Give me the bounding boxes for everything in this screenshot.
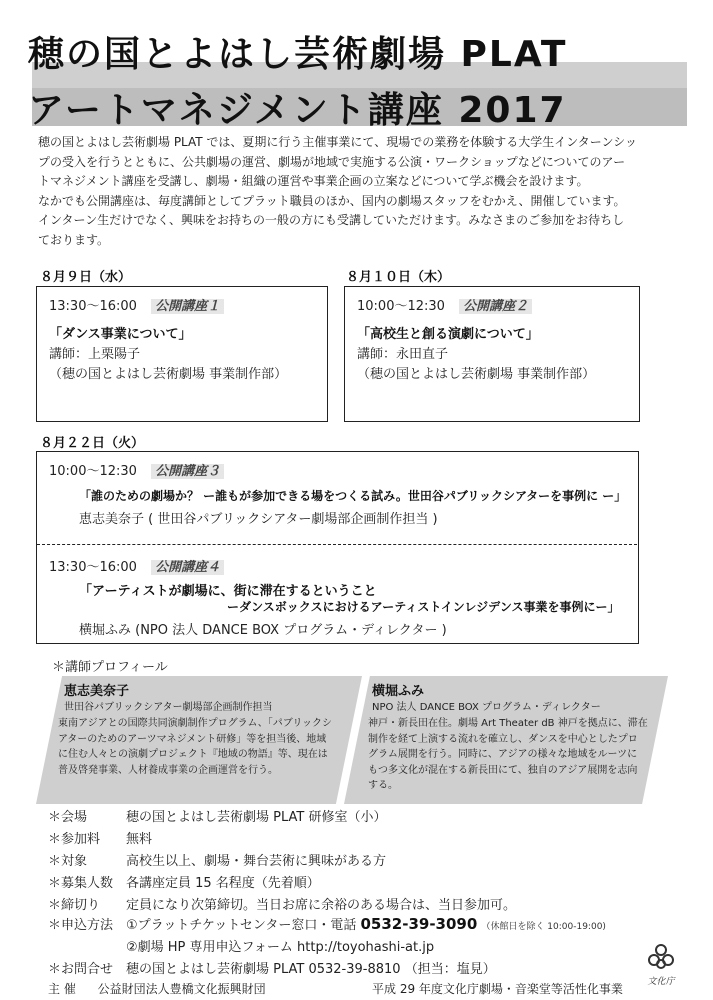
info-apply-web[interactable]: ②劇場 HP 専用申込フォーム http://toyohashi-at.jp: [126, 940, 435, 955]
info-value: ①プラットチケットセンター窓口・電話: [126, 918, 357, 933]
info-value: 高校生以上、劇場・舞台芸術に興味がある方: [126, 854, 387, 869]
profile-bio-line: に住む人々との演劇プロジェクト『地域の物語』等、現在は: [58, 749, 328, 760]
session-lecturer: 恵志美奈子 ( 世田谷パブリックシアター劇場部企画制作担当 ): [79, 512, 438, 527]
info-value: 各講座定員 15 名程度（先着順）: [126, 876, 320, 891]
session-time-line: [49, 556, 224, 575]
profile-name: 横堀ふみ: [372, 684, 425, 699]
profile-role: 世田谷パブリックシアター劇場部企画制作担当: [64, 702, 273, 713]
info-value: 穂の国とよはし芸術劇場 PLAT 研修室（小）: [126, 810, 387, 825]
info-venue: [48, 806, 386, 825]
profile-bio-line: アターのためのアーツマネジメント研修」等を担当後、地域: [58, 733, 327, 745]
profile-heading: ＊講師プロフィール: [52, 660, 168, 675]
intro-line: インターン生だけでなく、興味をお持ちの一般の方にも受講していただけます。みなさまのご参加をお待ちし: [38, 213, 625, 227]
session-box-day1: [36, 286, 328, 422]
intro-line: トマネジメント講座を受講し、劇場・組織の運営や事業企画の立案などについて学ぶ機会を設けます。: [38, 174, 589, 188]
info-label: ＊お問合せ: [48, 962, 114, 977]
profile-bio-line: グラム展開を行う。同時に、アジアの様々な地域をルーツに: [368, 749, 638, 760]
ticket-phone-note: （休館日を除く 10:00-19:00): [481, 922, 606, 932]
info-value: 定員になり次第締切。当日お席に余裕のある場合は、当日参加可。: [126, 898, 517, 913]
date-day1: ８月９日（水）: [40, 270, 132, 285]
info-capacity: [48, 872, 320, 891]
profile-bio-line: 神戸・新長田在住。劇場 Art Theater dB 神戸を拠点に、滞在: [368, 718, 648, 729]
session-title: 「アーティストが劇場に、街に滞在するということ: [79, 584, 377, 599]
session-affiliation: （穂の国とよはし芸術劇場 事業制作部）: [49, 367, 288, 382]
info-label: ＊募集人数: [48, 876, 114, 891]
intro-line: なかでも公開講座は、毎度講師としてプラット職員のほか、国内の劇場スタッフをむかえ、開催しています。: [38, 193, 626, 208]
session-time-line: [357, 295, 532, 314]
session-time: 13:30～16:00: [49, 560, 137, 575]
session-lecturer: 講師：永田直子: [357, 347, 449, 362]
session-title: 「ダンス事業について」: [49, 327, 192, 342]
session-time: 10:00～12:30: [357, 299, 445, 314]
footer-organizer: [48, 980, 266, 997]
session-lecturer: 講師：上栗陽子: [49, 347, 141, 362]
profile-bio-line: 制作を経て上演する流れを確立し、ダンスを中心としたプロ: [368, 733, 638, 745]
info-target: [48, 850, 386, 869]
session-divider: [37, 544, 637, 545]
lecture-tag: 公開講座４: [151, 560, 224, 575]
info-label: ＊対象: [48, 854, 88, 869]
footer-organizer-label: 主 催: [48, 982, 76, 996]
profile-bio: [368, 716, 664, 794]
info-apply: [48, 914, 606, 933]
date-day3: ８月２２日（火）: [40, 436, 145, 451]
lecture-tag: 公開講座３: [151, 464, 224, 479]
intro-line: 穂の国とよはし芸術劇場 PLAT では、夏期に行う主催事業にて、現場での業務を体験する大学生インターンシッ: [38, 135, 637, 149]
page-title-line1: 穂の国とよはし芸術劇場 PLAT: [28, 34, 568, 75]
info-fee: [48, 828, 152, 847]
profile-bio: [58, 716, 358, 778]
bunkacho-logo-icon: [636, 938, 686, 988]
session-box-day3: [36, 451, 639, 644]
footer-sponsor: 平成 29 年度文化庁劇場・音楽堂等活性化事業: [372, 982, 623, 996]
intro-line: ております。: [38, 232, 110, 247]
session-affiliation: （穂の国とよはし芸術劇場 事業制作部）: [357, 367, 596, 382]
intro-paragraph: [38, 133, 678, 250]
session-title: 「誰のための劇場か？ ー誰もが参加できる場をつくる試み。世田谷パブリックシアターを事例に ー」: [79, 489, 627, 503]
lecture-tag: 公開講座２: [459, 299, 532, 314]
bunkacho-logo: [636, 938, 686, 988]
session-time-line: [49, 295, 224, 314]
session-time-line: [49, 460, 224, 479]
session-lecturer: 横堀ふみ (NPO 法人 DANCE BOX プログラム・ディレクター ): [79, 623, 447, 638]
info-deadline: [48, 894, 516, 913]
profile-bio-line: もつ多文化が混在する新長田にて、独自のアジア展開を志向: [368, 764, 638, 776]
date-day2: ８月１０日（木）: [346, 270, 451, 285]
profile-bio-line: する。: [368, 780, 398, 791]
page-title-line2: アートマネジメント講座 2017: [28, 90, 567, 131]
footer-organizer-name: 公益財団法人豊橋文化振興財団: [97, 982, 266, 996]
session-title: 「高校生と創る演劇について」: [357, 327, 539, 342]
profile-bio-line: 東南アジアとの国際共同演劇制作プログラム、「パブリックシ: [58, 718, 332, 729]
ticket-phone[interactable]: 0532-39-3090: [360, 915, 478, 933]
session-box-day2: [344, 286, 640, 422]
info-label: ＊締切り: [48, 898, 101, 913]
session-time: 13:30～16:00: [49, 299, 137, 314]
profile-role: NPO 法人 DANCE BOX プログラム・ディレクター: [372, 702, 601, 713]
bunkacho-logo-text: 文化庁: [647, 977, 675, 987]
info-label: ＊申込方法: [48, 918, 114, 933]
profile-bio-line: 普及啓発事業、人材養成事業の企画運営を行う。: [58, 764, 278, 776]
session-subtitle: ーダンスボックスにおけるアーティストインレジデンス事業を事例にー」: [227, 600, 620, 614]
lecture-tag: 公開講座１: [151, 299, 224, 314]
info-label: ＊会場: [48, 810, 88, 825]
info-label: ＊参加料: [48, 832, 101, 847]
info-value: 穂の国とよはし芸術劇場 PLAT 0532-39-8810 （担当：塩見）: [126, 962, 496, 977]
info-contact: [48, 958, 496, 977]
profile-name: 恵志美奈子: [64, 684, 130, 699]
info-value: 無料: [126, 832, 153, 847]
session-time: 10:00～12:30: [49, 464, 137, 479]
intro-line: プの受入を行うとともに、公共劇場の運営、劇場が地域で実施する公演・ワークショップなどについてのアー: [38, 154, 626, 169]
